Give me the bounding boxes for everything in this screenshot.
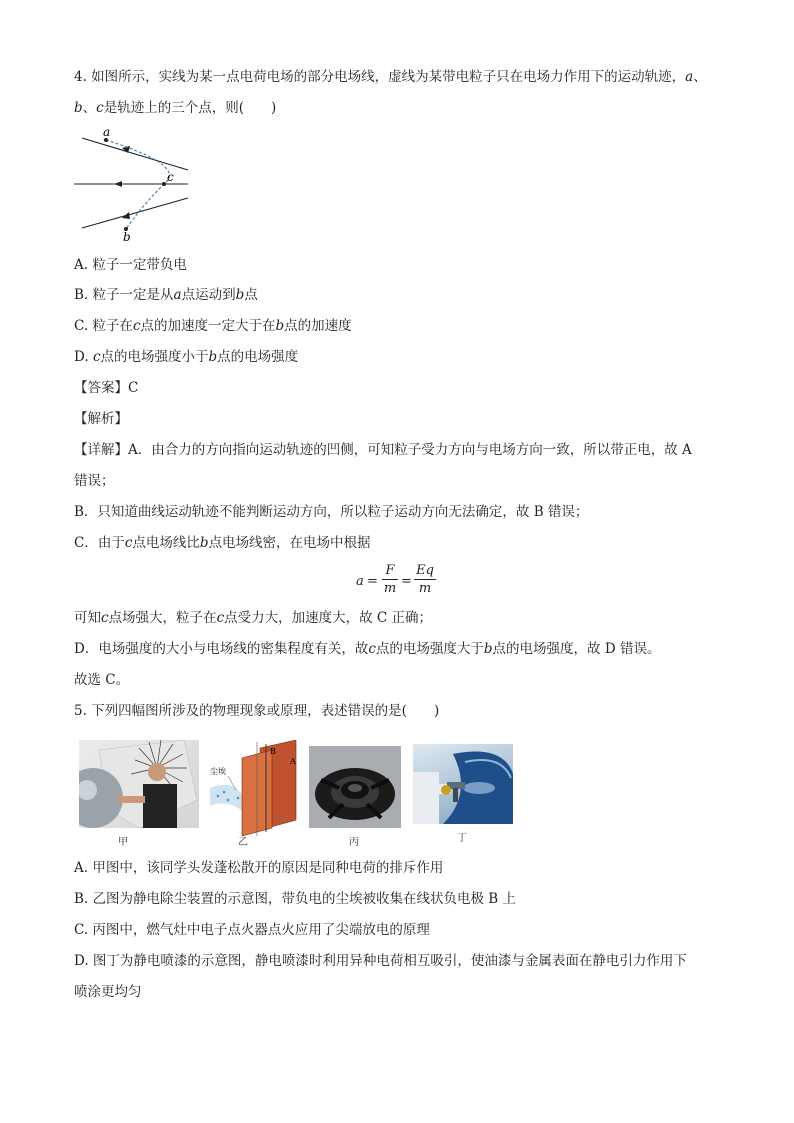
fraction-eq-over-m: Eq m <box>414 563 436 596</box>
q4-stem-line2: b、c是轨迹上的三个点，则( ) <box>74 100 277 116</box>
photo-jia-hair <box>79 740 199 828</box>
q5-stem: 5. 下列四幅图所涉及的物理现象或原理，表述错误的是( ) <box>74 703 440 719</box>
arrow-bottom <box>122 212 130 219</box>
field-line-diagram <box>70 126 195 244</box>
q5-option-d: D. 图丁为静电喷漆的示意图，静电喷漆时利用异种电荷相互吸引，使油漆与金属表面在静电引力作用下 <box>74 953 687 969</box>
photo-bing-gas-stove <box>309 746 401 828</box>
answer-label: 【答案】C <box>74 380 139 396</box>
label-b: b <box>123 230 131 244</box>
label-c: c <box>167 170 174 184</box>
acceleration-formula: a = F m = Eq m <box>356 563 446 603</box>
conclusion: 故选 C。 <box>74 672 130 688</box>
detail-line-1b: 错误； <box>74 473 115 489</box>
fraction-f-over-m: F m <box>383 563 397 596</box>
q5-option-b: B. 乙图为静电除尘装置的示意图，带负电的尘埃被收集在线状负电极 B 上 <box>74 891 517 907</box>
q4-option-b: B. 粒子一定是从a点运动到b点 <box>74 287 258 303</box>
detail-line-1: 【详解】A．由合力的方向指向运动轨迹的凹侧，可知粒子受力方向与电场方向一致，所以带正电，故 A <box>74 442 692 458</box>
field-line-bottom <box>82 198 188 228</box>
worker-arm <box>413 772 439 824</box>
jia-illustration <box>79 740 199 828</box>
caption-jia: 甲 <box>118 837 128 848</box>
caption-yi: 乙 <box>238 837 248 848</box>
ding-illustration <box>413 744 513 824</box>
q4-option-c: C. 粒子在c点的加速度一定大于在b点的加速度 <box>74 318 352 334</box>
bing-illustration <box>309 746 401 828</box>
point-c <box>162 182 166 186</box>
photo-yi-dust-collector <box>210 740 305 838</box>
analysis-title: 【解析】 <box>74 411 128 427</box>
detail-line-3: C．由于c点电场线比b点电场线密，在电场中根据 <box>74 535 371 551</box>
arrow-middle <box>114 181 122 187</box>
person-body <box>143 784 177 828</box>
yi-illustration <box>210 740 305 838</box>
q4-stem-line1: 4. 如图所示，实线为某一点电荷电场的部分电场线，虚线为某带电粒子只在电场力作用下的运动轨迹，a、 <box>74 69 707 85</box>
label-dust: 尘埃 <box>210 767 226 776</box>
q5-option-a: A. 甲图中，该同学头发蓬松散开的原因是同种电荷的排斥作用 <box>74 860 444 876</box>
label-a: a <box>103 126 111 139</box>
q4-option-a: A. 粒子一定带负电 <box>74 257 187 273</box>
field-line-top <box>82 138 188 170</box>
detail-line-5: D．电场强度的大小与电场线的密集程度有关，故c点的电场强度大于b点的电场强度，故 D 错误。 <box>74 641 661 657</box>
label-wire-b: B <box>270 747 276 756</box>
caption-bing: 丙 <box>349 837 359 848</box>
detail-line-2: B．只知道曲线运动轨迹不能判断运动方向，所以粒子运动方向无法确定，故 B 错误； <box>74 504 589 520</box>
var-a: a <box>685 69 694 85</box>
q4-option-d: D. c点的电场强度小于b点的电场强度 <box>74 349 299 365</box>
q5-option-d-cont: 喷涂更均匀 <box>74 984 142 1000</box>
q5-option-c: C. 丙图中，燃气灶中电子点火器点火应用了尖端放电的原理 <box>74 922 430 938</box>
caption-ding: 丁 <box>457 833 467 844</box>
photo-ding-spray-painting <box>413 744 513 824</box>
detail-line-4: 可知c点场强大，粒子在c点受力大，加速度大，故 C 正确； <box>74 610 433 626</box>
label-plate-a: A <box>290 757 296 766</box>
hair-head <box>148 763 166 781</box>
